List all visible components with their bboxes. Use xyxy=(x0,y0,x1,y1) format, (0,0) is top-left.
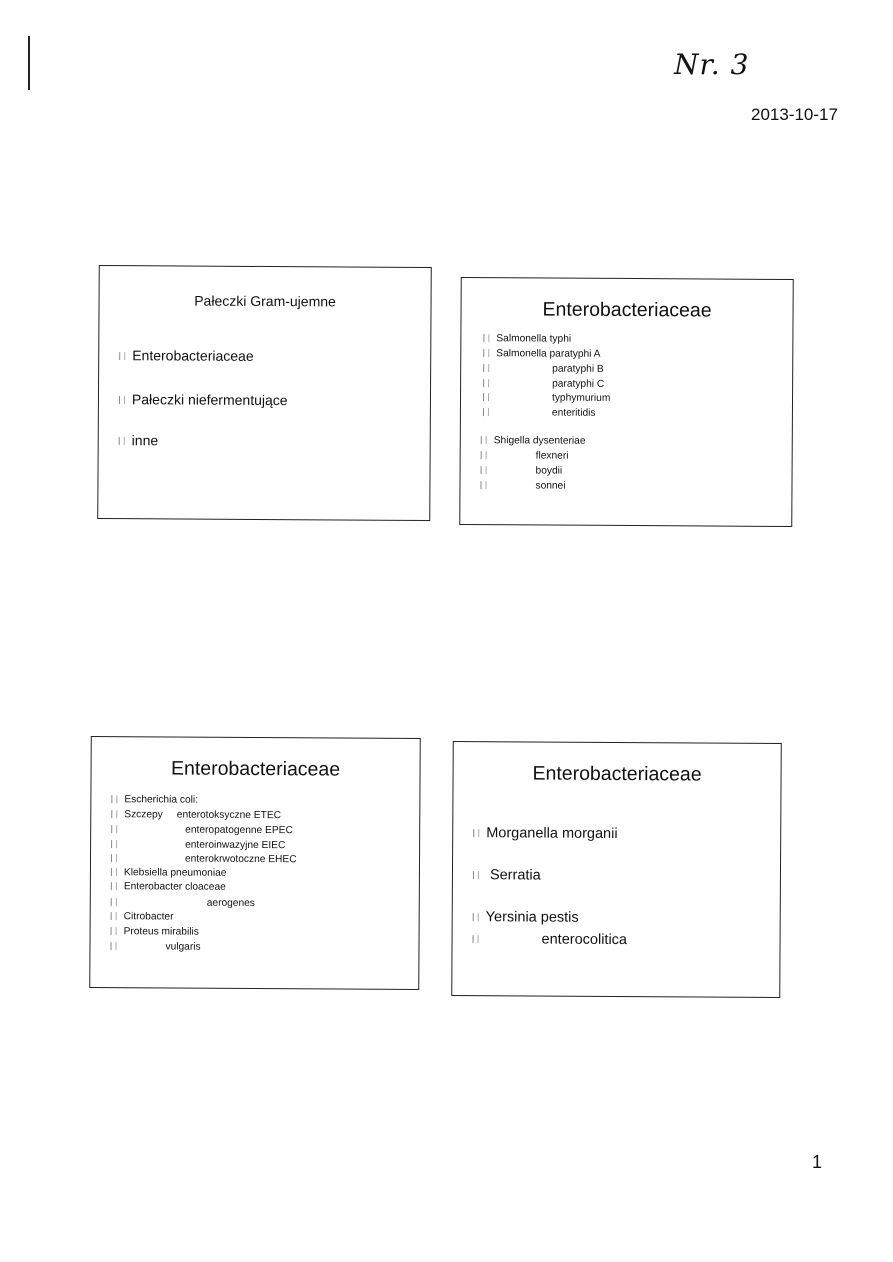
list-item: paratyphi B xyxy=(483,364,604,375)
list-item: enteropatogenne EPEC xyxy=(111,825,293,836)
bullet-icon xyxy=(483,364,489,372)
bullet-icon xyxy=(111,882,117,890)
list-item: Citrobacter xyxy=(111,912,174,923)
slide-enterobacteriaceae-escherichia xyxy=(89,736,421,990)
slide-enterobacteriaceae-morganella-yersinia xyxy=(451,741,782,998)
bullet-icon xyxy=(480,481,486,489)
handwritten-note: Nr. 3 xyxy=(674,48,750,81)
bullet-icon xyxy=(473,871,479,879)
slide-enterobacteriaceae-salmonella-shigella xyxy=(459,277,794,527)
bullet-icon xyxy=(111,810,117,818)
slide-title: Enterobacteriaceae xyxy=(532,762,702,786)
margin-mark xyxy=(28,36,30,90)
bullet-icon xyxy=(473,935,479,943)
bullet-icon xyxy=(483,334,489,342)
list-item: paratyphi C xyxy=(483,379,604,390)
bullet-icon xyxy=(481,466,487,474)
bullet-icon xyxy=(473,913,479,921)
list-item: enteritidis xyxy=(483,408,596,419)
slide-title: Enterobacteriaceae xyxy=(542,298,712,322)
list-item: enteroinwazyjne EIEC xyxy=(111,840,285,851)
bullet-icon xyxy=(483,379,489,387)
bullet-icon xyxy=(111,854,117,862)
bullet-icon xyxy=(483,408,489,416)
list-item: Escherichia coli: xyxy=(111,795,198,806)
bullet-icon xyxy=(111,795,117,803)
list-item: enterokrwotoczne EHEC xyxy=(111,854,297,865)
list-item: Szczepy enterotoksyczne ETEC xyxy=(111,810,281,821)
list-item: Salmonella paratyphi A xyxy=(483,349,600,360)
list-item: boydii xyxy=(481,466,563,477)
bullet-icon xyxy=(483,349,489,357)
bullet-icon xyxy=(481,436,487,444)
bullet-icon xyxy=(111,825,117,833)
list-item: inne xyxy=(119,433,159,447)
list-item: aerogenes xyxy=(111,898,255,909)
date-label: 2013-10-17 xyxy=(751,105,838,124)
bullet-icon xyxy=(111,868,117,876)
list-item: Yersinia pestis xyxy=(473,910,579,925)
bullet-icon xyxy=(483,393,489,401)
list-item: Morganella morganii xyxy=(473,826,617,841)
list-item: Enterobacter cloaceae xyxy=(111,882,226,893)
list-item: typhymurium xyxy=(483,393,610,404)
bullet-icon xyxy=(119,352,125,360)
list-item: Serratia xyxy=(473,868,541,883)
list-item: Pałeczki niefermentujące xyxy=(119,392,288,407)
list-item: Klebsiella pneumoniae xyxy=(111,868,227,879)
page-number: 1 xyxy=(812,1152,823,1172)
slide-title: Pałeczki Gram-ujemne xyxy=(194,292,336,310)
list-item: Salmonella typhi xyxy=(483,334,571,345)
bullet-icon xyxy=(111,898,117,906)
list-item: sonnei xyxy=(480,481,565,492)
slide-pałeczki-gram-ujemne xyxy=(97,265,432,521)
list-item: enterocolitica xyxy=(473,932,628,947)
bullet-icon xyxy=(119,396,125,404)
list-item: vulgaris xyxy=(110,942,200,953)
bullet-icon xyxy=(110,942,116,950)
list-item: Shigella dysenteriae xyxy=(481,436,586,447)
bullet-icon xyxy=(473,829,479,837)
list-item: Enterobacteriaceae xyxy=(119,348,254,363)
bullet-icon xyxy=(119,437,125,445)
slide-title: Enterobacteriaceae xyxy=(170,757,341,781)
bullet-icon xyxy=(111,912,117,920)
bullet-icon xyxy=(111,840,117,848)
bullet-icon xyxy=(111,927,117,935)
list-item: flexneri xyxy=(481,451,569,462)
bullet-icon xyxy=(481,451,487,459)
list-item: Proteus mirabilis xyxy=(111,927,199,938)
